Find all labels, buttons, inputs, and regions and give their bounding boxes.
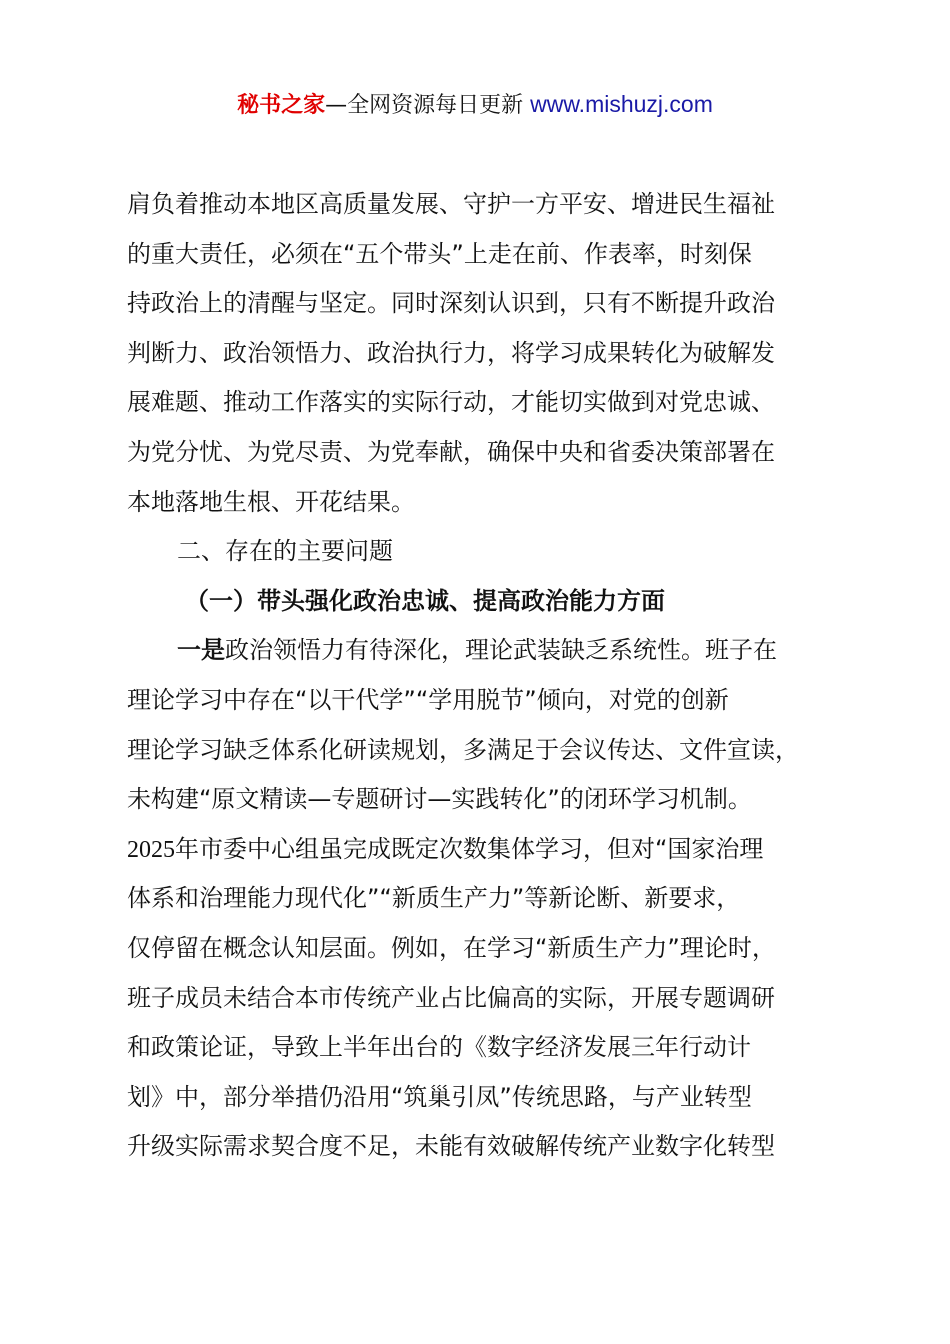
paragraph-line: 体系和治理能力现代化”“新质生产力”等新论断、新要求， <box>127 884 741 913</box>
paragraph-line: 理论学习缺乏体系化研读规划，多满足于会议传达、文件宣读， <box>127 735 799 764</box>
brand-name: 秘书之家 <box>237 93 326 118</box>
paragraph-line: 的重大责任，必须在“五个带头”上走在前、作表率，时刻保 <box>127 239 752 268</box>
paragraph-line: 未构建“原文精读—专题研讨—实践转化”的闭环学习机制。 <box>127 785 752 814</box>
paragraph-line: 和政策论证，导致上半年出台的《数字经济发展三年行动计 <box>127 1033 751 1062</box>
paragraph-line: 升级实际需求契合度不足，未能有效破解传统产业数字化转型 <box>127 1132 775 1161</box>
paragraph-line: 判断力、政治领悟力、政治执行力，将学习成果转化为破解发 <box>127 338 775 367</box>
paragraph-line: 肩负着推动本地区高质量发展、守护一方平安、增进民生福祉 <box>127 190 775 218</box>
paragraph-line: 划》中，部分举措仍沿用“筑巢引凤”传统思路，与产业转型 <box>127 1082 752 1111</box>
point-first-line <box>127 626 839 676</box>
page-header <box>0 86 950 124</box>
paragraph-line: 本地落地生根、开花结果。 <box>127 487 415 516</box>
paragraph-line: 展难题、推动工作落实的实际行动，才能切实做到对党忠诚、 <box>127 388 775 417</box>
year-line <box>127 825 839 875</box>
paragraph-line: 理论学习中存在“以干代学”“学用脱节”倾向，对党的创新 <box>127 685 729 714</box>
section-heading: 二、存在的主要问题 <box>177 537 393 566</box>
paragraph-line: 为党分忧、为党尽责、为党奉献，确保中央和省委决策部署在 <box>127 437 775 466</box>
year-number: 2025 <box>127 836 175 863</box>
subsection-heading: （一）带头强化政治忠诚、提高政治能力方面 <box>185 586 665 615</box>
paragraph-line: 仅停留在概念认知层面。例如，在学习“新质生产力”理论时， <box>127 933 776 962</box>
header-tagline: —全网资源每日更新 <box>325 93 524 118</box>
point-lead: 一是 <box>177 636 225 665</box>
site-url[interactable]: www.mishuzj.com <box>530 91 713 117</box>
paragraph-line: 持政治上的清醒与坚定。同时深刻认识到，只有不断提升政治 <box>127 289 775 318</box>
point-first-line-text: 政治领悟力有待深化，理论武装缺乏系统性。班子在 <box>225 636 777 665</box>
document-body <box>127 180 839 1172</box>
paragraph-line: 班子成员未结合本市传统产业占比偏高的实际，开展专题调研 <box>127 983 775 1012</box>
year-line-text: 年市委中心组虽完成既定次数集体学习，但对“国家治理 <box>175 834 764 863</box>
